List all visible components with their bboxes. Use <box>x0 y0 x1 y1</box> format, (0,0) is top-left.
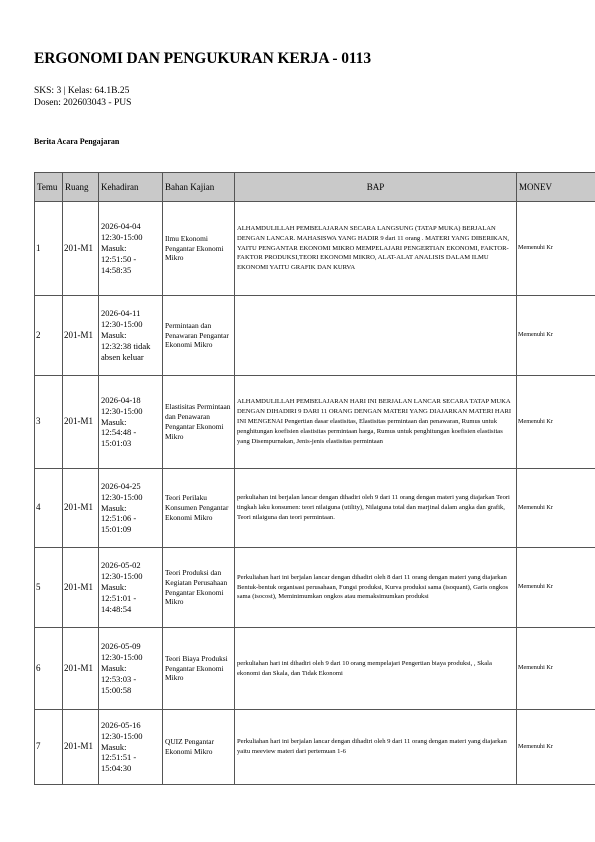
kehadiran-time: 12:30-15:00 <box>101 730 143 741</box>
cell-temu: 6 <box>35 628 63 710</box>
cell-bahan-kajian: Elastisitas Permintaan dan Penawaran Pengantar Ekonomi Mikro <box>163 376 235 469</box>
cell-ruang: 201-M1 <box>63 548 99 628</box>
cell-ruang: 201-M1 <box>63 628 99 710</box>
cell-monev: Memenuhi Kr <box>517 376 595 469</box>
cell-monev: Memenuhi Kr <box>517 628 595 710</box>
kehadiran-time: 12:30-15:00 <box>101 571 143 582</box>
cell-temu: 1 <box>35 202 63 296</box>
kehadiran-masuk-value: 12:53:03 - 15:00:58 <box>101 673 137 695</box>
cell-monev: Memenuhi Kr <box>517 296 595 376</box>
table-row <box>35 710 595 785</box>
cell-ruang: 201-M1 <box>63 376 99 469</box>
kehadiran-time: 12:30-15:00 <box>101 405 143 416</box>
header-kehadiran: Kehadiran <box>99 173 163 202</box>
kehadiran-time: 12:30-15:00 <box>101 491 143 502</box>
kehadiran-date: 2026-04-11 <box>101 308 141 319</box>
cell-ruang: 201-M1 <box>63 202 99 296</box>
cell-temu: 2 <box>35 296 63 376</box>
cell-kehadiran <box>99 376 163 469</box>
bap-table <box>34 172 595 785</box>
cell-kehadiran <box>99 469 163 548</box>
table-row <box>35 548 595 628</box>
cell-kehadiran <box>99 710 163 785</box>
cell-bahan-kajian: Permintaan dan Penawaran Pengantar Ekonomi Mikro <box>163 296 235 376</box>
cell-bahan-kajian: Teori Produksi dan Kegiatan Perusahaan Pengantar Ekonomi Mikro <box>163 548 235 628</box>
kehadiran-time: 12:30-15:00 <box>101 232 143 243</box>
kehadiran-masuk-value: 12:32:38 tidak absen keluar <box>101 340 151 362</box>
table-row <box>35 296 595 376</box>
header-monev: MONEV <box>517 173 595 202</box>
table-row <box>35 202 595 296</box>
cell-kehadiran <box>99 202 163 296</box>
kehadiran-masuk-value: 12:51:06 - 15:01:09 <box>101 513 137 535</box>
cell-bahan-kajian: Teori Perilaku Konsumen Pengantar Ekonomi Mikro <box>163 469 235 548</box>
table-row <box>35 469 595 548</box>
kehadiran-date: 2026-04-25 <box>101 480 141 491</box>
cell-temu: 4 <box>35 469 63 548</box>
cell-kehadiran <box>99 628 163 710</box>
table-row <box>35 628 595 710</box>
header-bahan-kajian: Bahan Kajian <box>163 173 235 202</box>
kehadiran-date: 2026-04-04 <box>101 221 141 232</box>
kehadiran-date: 2026-05-09 <box>101 641 141 652</box>
cell-monev: Memenuhi Kr <box>517 469 595 548</box>
kehadiran-date: 2026-04-18 <box>101 394 141 405</box>
kehadiran-date: 2026-05-02 <box>101 560 141 571</box>
cell-temu: 3 <box>35 376 63 469</box>
cell-kehadiran <box>99 296 163 376</box>
kehadiran-masuk-label: Masuk: <box>101 330 127 341</box>
cell-temu: 7 <box>35 710 63 785</box>
cell-monev: Memenuhi Kr <box>517 202 595 296</box>
table-row <box>35 376 595 469</box>
kehadiran-date: 2026-05-16 <box>101 719 141 730</box>
cell-bap: ALHAMDULILLAH PEMBELAJARAN HARI INI BERJALAN LANCAR SECARA TATAP MUKA DENGAN DIHADIRI 9 DARI 11 ORANG DENGAN MATERI YANG DIAJARKAN MATERI HARI INI MENGENAI Pengertian dasar elastisitas, Elastisitas permintaan dan penawaran, Rumus untuk penghitungan koefisien elastisitas permintaan harga, Rumus untuk penghitungan koefisien elastisitas yang Disempurnakan, Jenis-jenis elastisitas permintaan <box>235 376 517 469</box>
kehadiran-masuk-label: Masuk: <box>101 243 127 254</box>
kehadiran-masuk-label: Masuk: <box>101 502 127 513</box>
course-sks-kelas: SKS: 3 | Kelas: 64.1B.25 <box>34 86 130 96</box>
course-title: ERGONOMI DAN PENGUKURAN KERJA - 0113 <box>34 50 371 67</box>
section-title: Berita Acara Pengajaran <box>34 137 120 146</box>
cell-bap: perkuliahan ini berjalan lancar dengan dihadiri oleh 9 dari 11 orang dengan materi yang diajarkan Teori tingkah laku konsumen: teori nilaiguna (utility), Nilaiguna total dan marjinal dalam angka dan grafik, Teori nilaiguna dan teori permintaan. <box>235 469 517 548</box>
kehadiran-masuk-label: Masuk: <box>101 741 127 752</box>
kehadiran-masuk-label: Masuk: <box>101 582 127 593</box>
kehadiran-masuk-value: 12:54:48 - 15:01:03 <box>101 427 137 449</box>
kehadiran-masuk-value: 12:51:01 - 14:48:54 <box>101 592 137 614</box>
kehadiran-masuk-label: Masuk: <box>101 663 127 674</box>
kehadiran-masuk-value: 12:51:50 - 14:58:35 <box>101 253 137 275</box>
kehadiran-masuk-label: Masuk: <box>101 416 127 427</box>
cell-bahan-kajian: QUIZ Pengantar Ekonomi Mikro <box>163 710 235 785</box>
header-temu: Temu <box>35 173 63 202</box>
cell-temu: 5 <box>35 548 63 628</box>
course-dosen: Dosen: 202603043 - PUS <box>34 98 132 108</box>
table-header-row <box>35 173 595 202</box>
cell-monev: Memenuhi Kr <box>517 710 595 785</box>
cell-bahan-kajian: Ilmu Ekonomi Pengantar Ekonomi Mikro <box>163 202 235 296</box>
cell-bap: ALHAMDULILLAH PEMBELAJARAN SECARA LANGSUNG (TATAP MUKA) BERJALAN DENGAN LANCAR. MAHASISWA YANG HADIR 9 dari 11 orang . MATERI YANG DIBERIKAN, YAITU PENGANTAR EKONOMI MIKRO MEMPELAJARI PENGERTIAN EKONOMI, FAKTOR-FAKTOR PRODUKSI,TEORI EKONOMI MIKRO, ALAT-ALAT ANALISIS DALAM ILMU EKONOMI YAITU GRAFIK DAN KURVA <box>235 202 517 296</box>
cell-ruang: 201-M1 <box>63 296 99 376</box>
cell-kehadiran <box>99 548 163 628</box>
cell-ruang: 201-M1 <box>63 469 99 548</box>
kehadiran-time: 12:30-15:00 <box>101 652 143 663</box>
cell-bap: perkuliahan hari ini dihadiri oleh 9 dari 10 orang mempelajari Pengertian biaya produksi, , Skala ekonomi dan Skala, dan Tidak Ekonomi <box>235 628 517 710</box>
cell-monev: Memenuhi Kr <box>517 548 595 628</box>
kehadiran-time: 12:30-15:00 <box>101 319 143 330</box>
header-ruang: Ruang <box>63 173 99 202</box>
cell-bap: Perkuliahan hari ini berjalan lancar dengan dihadiri oleh 9 dari 11 orang dengan materi yang diajarkan yaitu meeview materi dari pertemuan 1-6 <box>235 710 517 785</box>
kehadiran-masuk-value: 12:51:51 - 15:04:30 <box>101 752 137 774</box>
cell-ruang: 201-M1 <box>63 710 99 785</box>
cell-bahan-kajian: Teori Biaya Produksi Pengantar Ekonomi Mikro <box>163 628 235 710</box>
cell-bap <box>235 296 517 376</box>
cell-bap: Perkuliahan hari ini berjalan lancar dengan dihadiri oleh 8 dari 11 orang dengan materi yang diajarkan Bentuk-bentuk organisasi perusahaan, Fungsi produksi, Kurva produksi sama (isoquant), Garis ongkos sama (isocost), Meminimumkan ongkos atau memaksimumkan produksi <box>235 548 517 628</box>
header-bap: BAP <box>235 173 517 202</box>
